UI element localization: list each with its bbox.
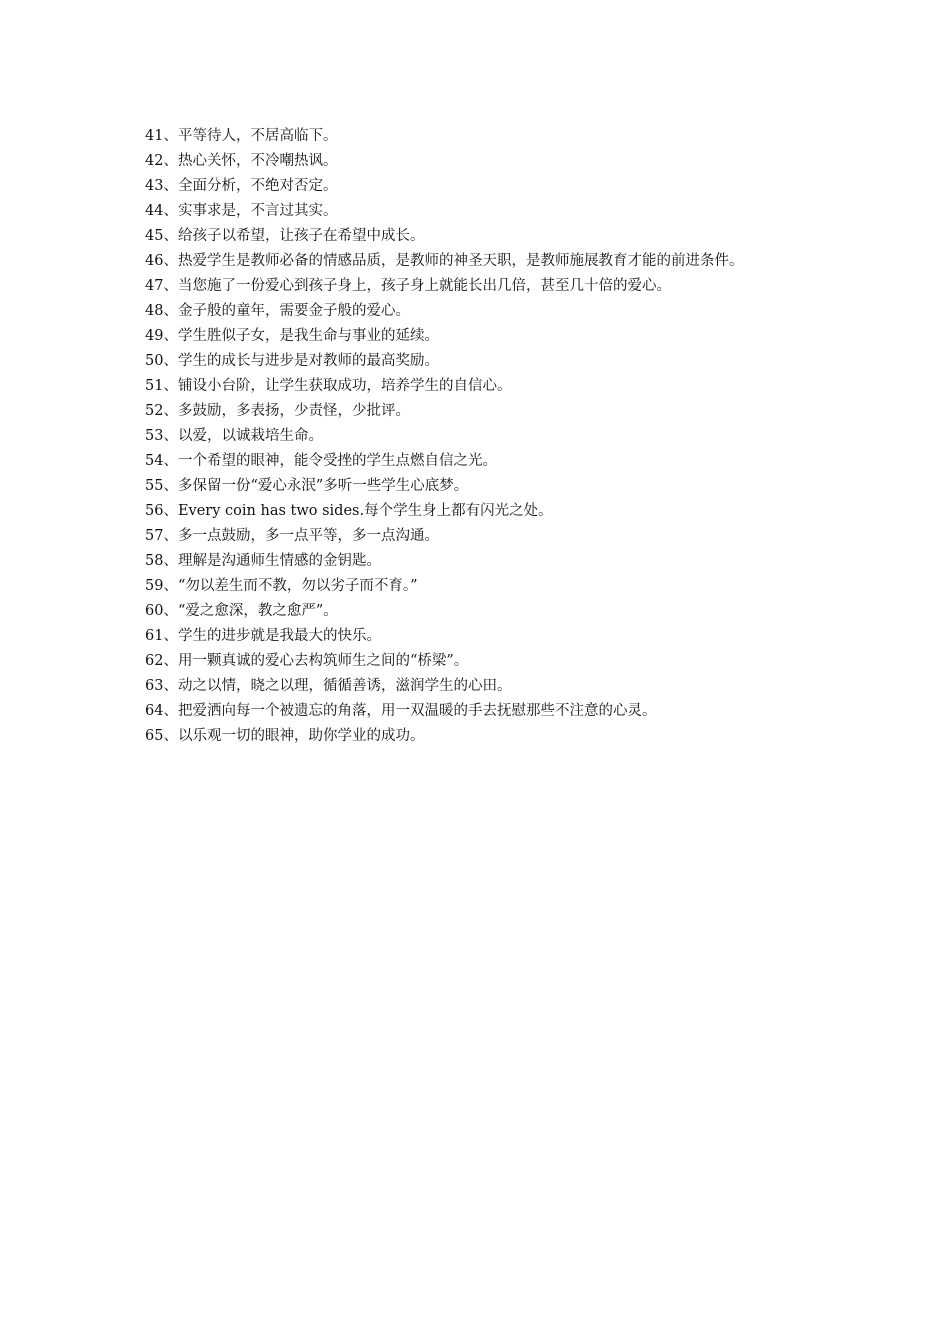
list-item: 42、热心关怀，不冷嘲热讽。 (145, 153, 338, 169)
list-item: 43、全面分析，不绝对否定。 (145, 178, 338, 194)
list-item: 63、动之以情，晓之以理，循循善诱，滋润学生的心田。 (145, 678, 512, 694)
list-item: 47、当您施了一份爱心到孩子身上，孩子身上就能长出几倍，甚至几十倍的爱心。 (145, 278, 671, 294)
list-item: 65、以乐观一切的眼神，助你学业的成功。 (145, 728, 425, 744)
list-item: 59、“勿以差生而不教，勿以劣子而不育。” (145, 578, 418, 594)
list-item: 54、一个希望的眼神，能令受挫的学生点燃自信之光。 (145, 453, 497, 469)
list-item: 53、以爱，以诚栽培生命。 (145, 428, 323, 444)
list-item: 57、多一点鼓励，多一点平等，多一点沟通。 (145, 528, 439, 544)
list-item: 49、学生胜似子女，是我生命与事业的延续。 (145, 328, 439, 344)
list-item: 64、把爱洒向每一个被遗忘的角落，用一双温暖的手去抚慰那些不注意的心灵。 (145, 703, 657, 719)
quote-list (145, 124, 845, 749)
list-item: 55、多保留一份“爱心永泯”多听一些学生心底梦。 (145, 478, 469, 494)
list-item: 58、理解是沟通师生情感的金钥匙。 (145, 553, 381, 569)
list-item: 46、热爱学生是教师必备的情感品质，是教师的神圣天职，是教师施展教育才能的前进条件。 (145, 253, 744, 269)
list-item: 60、“爱之愈深，教之愈严”。 (145, 603, 338, 619)
list-item: 44、实事求是，不言过其实。 (145, 203, 338, 219)
list-item: 45、给孩子以希望，让孩子在希望中成长。 (145, 228, 425, 244)
list-item: 48、金子般的童年，需要金子般的爱心。 (145, 303, 410, 319)
list-item: 62、用一颗真诚的爱心去构筑师生之间的“桥梁”。 (145, 653, 469, 669)
list-item: 50、学生的成长与进步是对教师的最高奖励。 (145, 353, 439, 369)
list-item: 51、铺设小台阶，让学生获取成功，培养学生的自信心。 (145, 378, 512, 394)
list-item: 52、多鼓励，多表扬，少责怪，少批评。 (145, 403, 410, 419)
list-item: 61、学生的进步就是我最大的快乐。 (145, 628, 381, 644)
list-item: 41、平等待人，不居高临下。 (145, 128, 338, 144)
list-item: 56、Every coin has two sides.每个学生身上都有闪光之处。 (145, 503, 553, 519)
